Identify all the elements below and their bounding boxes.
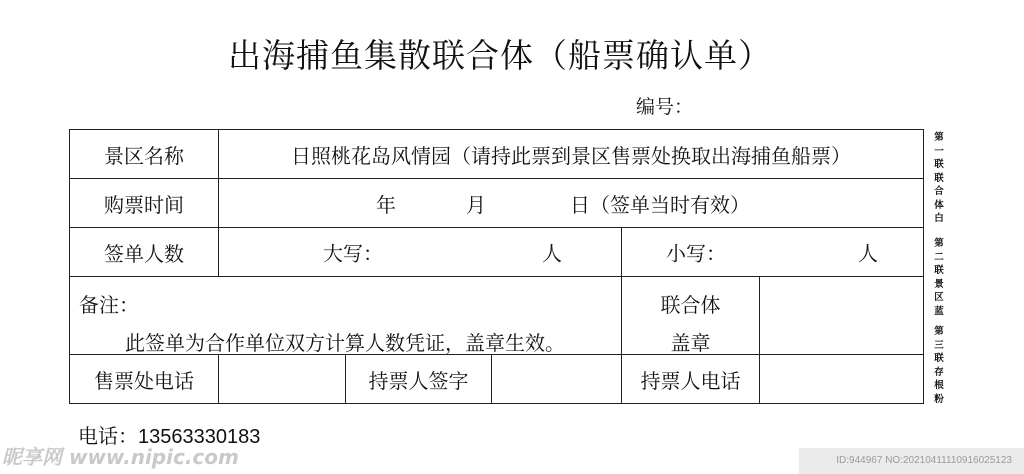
watermark-id: ID:944967 NO:20210411110916025123 [836,455,1012,466]
headcount-upper-field[interactable] [219,228,622,277]
purchase-date-field[interactable] [219,179,924,228]
copy-note-second: 第二联景区蓝 [934,238,944,317]
remark-text: 此签单为合作单位双方计算人数凭证，盖章生效。 [125,331,565,355]
holder-phone-label: 持票人电话 [622,355,760,404]
contact-phone: 电话：13563330183 [78,426,261,448]
table-row-scenic [70,130,924,179]
month-label: 月 [466,192,486,217]
seal-label-cell [622,277,760,355]
table-row-remark [70,277,924,355]
upper-unit-label: 人 [542,241,562,266]
remark-cell [70,277,622,355]
office-phone-label: 售票处电话 [70,355,219,404]
table-row-contacts [70,355,924,404]
holder-phone-field[interactable] [760,355,924,404]
scenic-name-value: 日照桃花岛风情园（请持此票到景区售票处换取出海捕鱼船票） [219,130,924,179]
copy-note-third: 第三联存根粉 [934,326,944,405]
copy-note-first: 第一联联合体白 [934,132,944,224]
holder-signature-field[interactable] [492,355,622,404]
day-label: 日（签单当时有效） [570,192,750,217]
purchase-time-label: 购票时间 [70,179,219,228]
headcount-label: 签单人数 [70,228,219,277]
holder-signature-label: 持票人签字 [346,355,492,404]
office-phone-field[interactable] [219,355,346,404]
table-row-count [70,228,924,277]
serial-number-label: 编号： [636,96,694,118]
headcount-lower-field[interactable] [622,228,924,277]
seal-area[interactable] [760,277,924,355]
year-label: 年 [376,192,396,217]
lower-case-label: 小写： [666,241,726,266]
remark-label: 备注： [79,293,139,317]
seal-label-line1: 联合体 [660,293,721,317]
seal-label-line2: 盖章 [670,331,711,355]
document-title: 出海捕鱼集散联合体（船票确认单） [228,36,772,75]
watermark-logo: 昵享网 www.nipic.com [2,445,239,469]
table-row-purchase [70,179,924,228]
scenic-name-label: 景区名称 [70,130,219,179]
ticket-table [69,129,924,404]
upper-case-label: 大写： [323,241,383,266]
lower-unit-label: 人 [858,241,878,266]
